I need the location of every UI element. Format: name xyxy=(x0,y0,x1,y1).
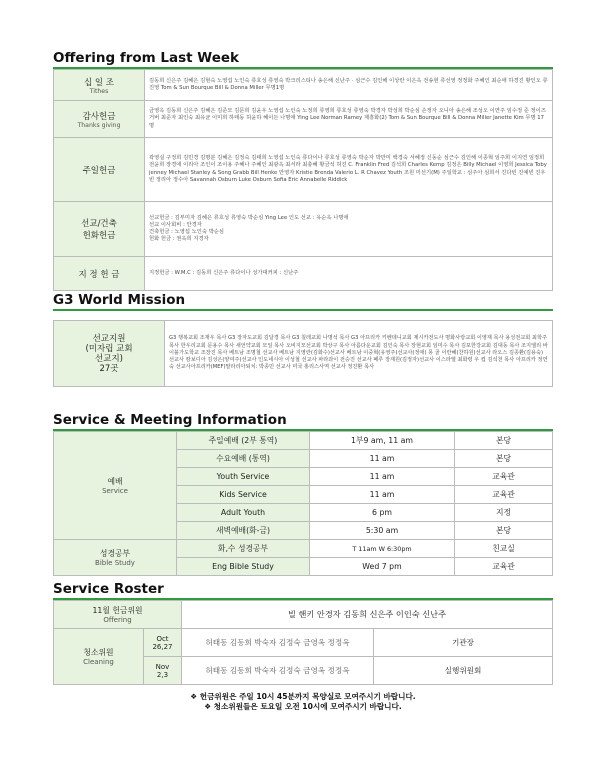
study-time: Wed 7 pm xyxy=(310,558,455,576)
worship-label-en: Service xyxy=(102,487,128,495)
offering-row-designated xyxy=(54,257,553,291)
offering-roster-row xyxy=(54,601,553,629)
mission-label xyxy=(54,321,165,387)
cleaning-days: 26,27 xyxy=(152,642,173,651)
service-time: 11 am xyxy=(310,468,455,486)
service-place: 본당 xyxy=(455,432,553,450)
cleaning-days: 2,3 xyxy=(156,670,169,679)
cleaning-month: Oct xyxy=(156,634,169,643)
service-time: 11 am xyxy=(310,450,455,468)
service-name: Kids Service xyxy=(177,486,310,504)
roster-title: Service Roster xyxy=(53,581,164,597)
mission-row xyxy=(54,321,553,387)
label-ko: 십 일 조 xyxy=(83,77,115,88)
offering-roster-label xyxy=(54,601,182,629)
label-ko: 지 정 헌 금 xyxy=(78,269,120,280)
cleaning-label xyxy=(54,629,144,685)
service-table xyxy=(53,431,553,576)
cleaning-place: 기관장 xyxy=(374,629,553,657)
label-ko: 감사헌금 xyxy=(82,111,116,122)
service-place: 교육관 xyxy=(455,468,553,486)
service-name: Adult Youth xyxy=(177,504,310,522)
study-place: 친교실 xyxy=(455,540,553,558)
offering-names: 지정헌금 : W.M.C : 김동희 신은주 류다이나 성가대커피 : 신난주 xyxy=(145,257,553,291)
mission-label-text: 선교지원 (미자립 교회 선교지) 27곳 xyxy=(85,333,133,374)
offering-label xyxy=(54,70,145,101)
service-name: 수요예배 (통역) xyxy=(177,450,310,468)
cleaning-date xyxy=(144,629,182,657)
mission-text: G3 행복교회 조재우 목사 G3 장자도교회 김달경 목사 G3 칠레교회 나명석 목사 G3 아프리카 키벤데니교회 제시카전도사 명화사랑교회 이영재 목사 용성전교회 최학주 목사 한우리교회 문용수 목사 새언약교회 모일 목사 오비지모선교회 박상구 목사 아름다운교회 김인숙 목사 장현교회 임미수 목사 김포한강교회 김대동 목사 조지엘리 바이블가도학교 조장진 목사 베트남 조명철 선교사 베트남 지영란(김화수)선교사 베트남 이중혁(유영주)선교사(정애) 몽 골 이란혜(찬하원)선교사 라오스 김종환(김용숙)선교사 캄보디아 김성은(양여주)선교사 인도네시아 이성철 선교사 파라과이 전승진 선교사 페루 장재원(김정자)선교사 이스라엘 최화령 우 컵 김석천 목사 아프리카 정연숙 선교사아프리카(MEF)말라리아퇴치: 박종민 선교사 미국 홍리스사역 선교사 정진환 목사 xyxy=(165,321,553,387)
offering-label xyxy=(54,101,145,138)
offering-names: 곽영실 구정희 김민경 김명분 김혜은 김정숙 김태희 노영섭 노인숙 류다이나 류호성 류영숙 박순자 박만미 백경숙 서혜정 신동순 심근수 김인해 이종혁 임주희 이지연 임정희 전윤희 장경애 이리아 조인이 조이용 주혜나 주혜인 최광옥 최서라 최충혜 황금석 허진 C. Franklin Fred 김석희 Charles Kemp 김정은 Billy Michael 이영희 Jessica Toby jenney Michael Stanley & Song Grabb Bill Henke 안영자 Kristie Brenda Valerio L. R Chavez Youth 조원 미선기(M) 주일학교 : 심주아 심희서 진다빈 진예빈 진우빈 정리아 정수아 Savannah Osburn Luke Osburn Sofia Eric Annabelle Riddick xyxy=(145,138,553,202)
service-time: 11 am xyxy=(310,486,455,504)
study-label-en: Bible Study xyxy=(95,559,135,567)
service-name: 주일예배 (2부 통역) xyxy=(177,432,310,450)
cleaning-place: 실행위원회 xyxy=(374,657,553,685)
service-place: 본당 xyxy=(455,450,553,468)
offering-names: 선교헌금 : 김부미자 김혜은 류호성 류영숙 박순심 Ying Lee 인도 선교 : 유순옥 나명애 선교 이사회비 : 안경자 건축헌금 : 노영섭 노인숙 박순심 헌화 헌금 : 권옥희 지경자 xyxy=(145,202,553,257)
offering-names: 김동희 신은주 김혜은 김현숙 노영섭 노인숙 류호성 류영숙 박크리스티나 송은해 신난주 · 심근수 김인해 이상란 이은옥 전송현 류선영 정정화 주혜인 최순애 하경진 황인오 류진영 Tom & Sun Bourque Bill & Donna Miller 무명1명 xyxy=(145,70,553,101)
roster-notes xyxy=(53,692,553,712)
offering-roster-ko: 11월 헌금위원 xyxy=(92,606,143,615)
service-name: Youth Service xyxy=(177,468,310,486)
service-place: 교육관 xyxy=(455,486,553,504)
study-time: T 11am W 6:30pm xyxy=(310,540,455,558)
cleaning-date xyxy=(144,657,182,685)
cleaning-ko: 청소위원 xyxy=(83,648,114,657)
study-name: 화,수 성경공부 xyxy=(177,540,310,558)
offering-table xyxy=(53,69,553,291)
label-en: Tithes xyxy=(89,87,109,95)
cleaning-note: ❖ 청소위원들은 토요일 오전 10시에 모여주시기 바랍니다. xyxy=(204,702,402,711)
study-label xyxy=(54,540,177,576)
offering-row-tithes xyxy=(54,70,553,101)
offering-row-mission xyxy=(54,202,553,257)
offering-label xyxy=(54,257,145,291)
label-ko: 주일헌금 xyxy=(82,165,116,176)
offering-row-sunday xyxy=(54,138,553,202)
cleaning-row xyxy=(54,629,553,657)
label-en: Thanks giving xyxy=(77,121,121,129)
study-label-ko: 성경공부 xyxy=(99,549,131,558)
offering-row-thanks xyxy=(54,101,553,138)
service-time: 6 pm xyxy=(310,504,455,522)
worship-label xyxy=(54,432,177,540)
offering-label xyxy=(54,138,145,202)
mission-table xyxy=(53,320,553,387)
worship-label-ko: 예배 xyxy=(107,477,123,486)
offering-label xyxy=(54,202,145,257)
mission-title-rule xyxy=(53,309,553,311)
roster-table xyxy=(53,600,553,685)
service-time: 1부9 am, 11 am xyxy=(310,432,455,450)
cleaning-month: Nov xyxy=(155,662,170,671)
cleaning-names: 허태동 김동희 박숙자 김정숙 금영옥 정정옥 xyxy=(182,629,374,657)
offering-note: ❖ 헌금위원은 주일 10시 45분까지 목양실로 모여주시기 바랍니다. xyxy=(190,692,416,701)
offering-roster-names: 빌 핸키 안경자 김동희 신은주 이인숙 신난주 xyxy=(182,601,553,629)
offering-title: Offering from Last Week xyxy=(53,50,240,66)
cleaning-names: 허태동 김동희 박숙자 김정숙 금영옥 정정옥 xyxy=(182,657,374,685)
offering-names: 금영옥 김동희 신은주 김혜은 김준모 김문희 김윤우 노영섭 노인숙 노정희 류영희 류호성 류영숙 박경자 박성희 박순심 손정자 오니아 송은해 조성오 이연주 임수정 준 정이즈거버 최준자 최인숙 최유균 이미희 하태동 허윤하 혜이든 나명애 Ying Lee Norman Ramey 제흥화(2) Tom & Sun Bourque Bill & Donna Miller Janette Kim 무명 17명 xyxy=(145,101,553,138)
service-name: 새벽예배(화-금) xyxy=(177,522,310,540)
study-place: 교육관 xyxy=(455,558,553,576)
service-title: Service & Meeting Information xyxy=(53,412,287,428)
cleaning-en: Cleaning xyxy=(83,658,114,666)
label-ko: 선교/건축 헌화헌금 xyxy=(81,219,117,241)
service-place: 지정 xyxy=(455,504,553,522)
service-time: 5:30 am xyxy=(310,522,455,540)
mission-title: G3 World Mission xyxy=(53,292,186,308)
offering-roster-en: Offering xyxy=(103,616,132,624)
study-row xyxy=(54,540,553,558)
service-place: 본당 xyxy=(455,522,553,540)
service-row xyxy=(54,432,553,450)
study-name: Eng Bible Study xyxy=(177,558,310,576)
